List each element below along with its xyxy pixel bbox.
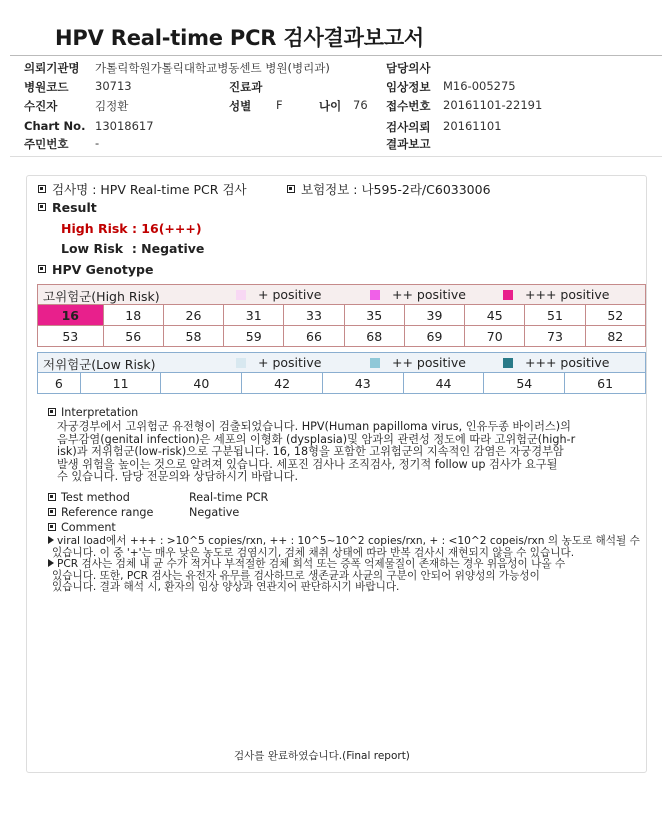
genotype-cell: 73 (525, 326, 585, 347)
table-row (38, 373, 646, 394)
genotype-cell: 68 (344, 326, 404, 347)
genotype-cell: 16 (38, 305, 104, 326)
genotype-cell: 33 (284, 305, 344, 326)
genotype-cell: 69 (404, 326, 464, 347)
institution-value: 가톨릭학원가톨릭대학교병동센트 병원(병리과) (95, 61, 330, 75)
comment-line: 있습니다. 이 중 '+'는 매우 낮은 농도로 검염시기, 검체 채취 상태에 따라 반복 검사시 재현되지 않을 수 있습니다. (52, 546, 575, 559)
chart-label: Chart No. (24, 119, 86, 133)
comment-line: 있습니다. 또한, PCR 검사는 유전자 유무를 검사하므로 생존균과 사균의 구분이 안되어 위양성의 가능성이 (52, 569, 540, 582)
test-name: 검사명 : HPV Real-time PCR 검사 (38, 180, 247, 198)
table-row (38, 326, 646, 347)
result-heading: Result (38, 200, 97, 215)
chart-value: 13018617 (95, 119, 154, 133)
bullet-square-icon (48, 508, 56, 516)
genotype-cell: 18 (103, 305, 163, 326)
age-value: 76 (353, 98, 368, 112)
final-report-note: 검사를 완료하였습니다.(Final report) (234, 750, 410, 762)
genotype-cell: 43 (322, 373, 403, 394)
info-divider (10, 156, 662, 157)
bullet-square-icon (48, 523, 56, 531)
legend-plus: + positive (236, 287, 321, 302)
genotype-cell: 40 (161, 373, 242, 394)
comment-line: viral load에서 +++ : >10^5 copies/rxn, ++ : 10^5~10^2 copies/rxn, + : <10^2 copeis/rxn 의 농도로 해석될 수 (48, 536, 638, 548)
legend-plusplus: ++ positive (370, 287, 466, 302)
comment-heading: Comment (48, 521, 116, 534)
genotype-cell: 56 (103, 326, 163, 347)
sex-value: F (276, 98, 283, 112)
legend-swatch (503, 290, 513, 300)
arrow-right-icon (48, 536, 54, 544)
hospital-code-value: 30713 (95, 79, 132, 93)
low-risk-header (37, 352, 646, 372)
bullet-square-icon (48, 493, 56, 501)
legend-swatch (503, 358, 513, 368)
hospital-code-label: 병원코드 (24, 80, 69, 94)
bullet-square-icon (38, 203, 46, 211)
genotype-cell: 54 (484, 373, 565, 394)
resident-label: 주민번호 (24, 137, 69, 151)
legend-swatch (370, 358, 380, 368)
low-risk-label: 저위험군(Low Risk) (43, 357, 156, 372)
resident-value: - (95, 136, 100, 150)
high-risk-result: High Risk : 16(+++) (61, 221, 202, 236)
low-risk-table (37, 372, 646, 394)
legend-swatch (370, 290, 380, 300)
report-label: 결과보고 (386, 137, 431, 151)
test-method-value: Real-time PCR (189, 491, 269, 504)
comment-line: PCR 검사는 검체 내 균 수가 적거나 부적절한 검체 희석 또는 증폭 억제물질이 존재하는 경우 위음성이 나올 수 (48, 559, 638, 571)
comment-viral-load (48, 536, 638, 559)
interpretation-text (57, 421, 575, 484)
interpretation-heading: Interpretation (48, 406, 138, 419)
genotype-cell: 70 (465, 326, 525, 347)
reference-range-value: Negative (189, 506, 240, 519)
genotype-cell: 39 (404, 305, 464, 326)
clinical-label: 임상정보 (386, 80, 431, 94)
insurance-info: 보험정보 : 나595-2라/C6033006 (287, 180, 491, 198)
receipt-label: 접수번호 (386, 99, 431, 113)
genotype-cell: 51 (525, 305, 585, 326)
legend-swatch (236, 290, 246, 300)
genotype-cell: 35 (344, 305, 404, 326)
interpretation-line: 음부감염(genital infection)은 세포의 이형화 (dysplasia)및 암과의 관련성 정도에 따라 고위험군(high-r (57, 432, 576, 446)
comment-line: 있습니다. 결과 해석 시, 환자의 임상 양상과 연관지어 판단하시기 바랍니다. (52, 581, 400, 593)
test-method-label: Test method (48, 491, 130, 504)
patient-label: 수진자 (24, 99, 58, 113)
genotype-cell: 66 (284, 326, 344, 347)
patient-value: 김정환 (95, 99, 129, 113)
legend-plusplus: ++ positive (370, 355, 466, 370)
high-risk-header (37, 284, 646, 304)
legend-plus: + positive (236, 355, 321, 370)
genotype-cell: 82 (585, 326, 645, 347)
genotype-cell: 59 (224, 326, 284, 347)
clinical-value: M16-005275 (443, 79, 516, 93)
table-row (38, 305, 646, 326)
arrow-right-icon (48, 559, 54, 567)
genotype-cell: 6 (38, 373, 81, 394)
request-value: 20161101 (443, 119, 502, 133)
genotype-cell: 53 (38, 326, 104, 347)
receipt-value: 20161101-22191 (443, 98, 543, 112)
genotype-cell: 11 (80, 373, 161, 394)
doctor-label: 담당의사 (386, 61, 431, 75)
genotype-cell: 44 (403, 373, 484, 394)
genotype-heading: HPV Genotype (38, 262, 153, 277)
interpretation-line: 자궁경부에서 고위험군 유전형이 검출되었습니다. HPV(Human papilloma virus, 인유두종 바이러스)의 (57, 420, 571, 433)
comment-pcr (48, 559, 638, 594)
sex-label: 성별 (229, 99, 252, 113)
legend-swatch (236, 358, 246, 368)
high-risk-table (37, 304, 646, 347)
dept-label: 진료과 (229, 80, 263, 94)
institution-label: 의뢰기관명 (24, 61, 80, 75)
bullet-square-icon (287, 185, 295, 193)
bullet-square-icon (48, 408, 56, 416)
header-divider (10, 55, 662, 56)
genotype-cell: 52 (585, 305, 645, 326)
genotype-cell: 61 (565, 373, 646, 394)
genotype-cell: 26 (163, 305, 223, 326)
genotype-cell: 45 (465, 305, 525, 326)
genotype-cell: 58 (163, 326, 223, 347)
legend-plusplusplus: +++ positive (503, 355, 609, 370)
genotype-cell: 31 (224, 305, 284, 326)
low-risk-result: Low Risk : Negative (61, 241, 205, 256)
bullet-square-icon (38, 265, 46, 273)
legend-plusplusplus: +++ positive (503, 287, 609, 302)
interpretation-line: isk)과 저위험군(low-risk)으로 구분됩니다. 16, 18형을 포함한 고위험군의 지속적인 감염은 자궁경부암 (57, 445, 564, 458)
age-label: 나이 (319, 99, 342, 113)
page-title: HPV Real-time PCR 검사결과보고서 (55, 26, 424, 50)
interpretation-line: 수 있습니다. 담당 전문의와 상담하시기 바랍니다. (57, 470, 299, 483)
request-label: 검사의뢰 (386, 120, 431, 134)
genotype-cell: 42 (242, 373, 323, 394)
reference-range-label: Reference range (48, 506, 153, 519)
interpretation-line: 발생 위험을 높이는 것으로 알려져 있습니다. 세포진 검사나 조직검사, 정기적 follow up 검사가 요구될 (57, 457, 558, 471)
bullet-square-icon (38, 185, 46, 193)
high-risk-label: 고위험군(High Risk) (43, 289, 160, 304)
